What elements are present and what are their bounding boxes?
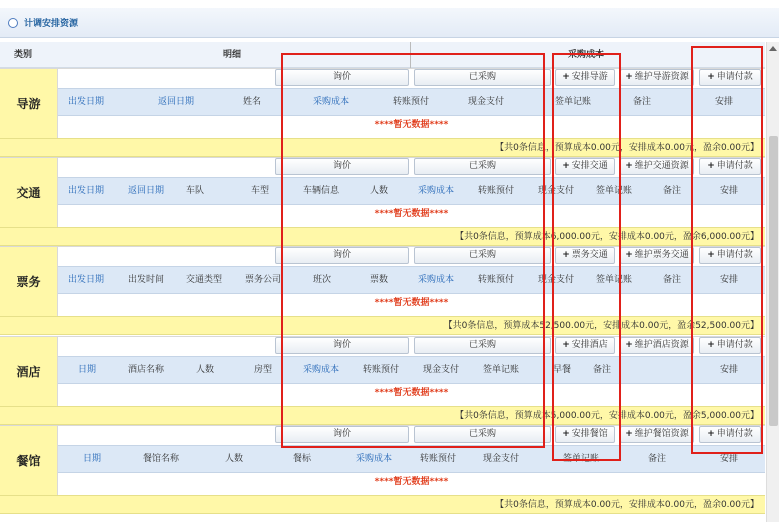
column-header: 备注 [633, 97, 652, 107]
column-header: 安排 [720, 454, 739, 464]
purchased-button[interactable]: 已采购 [414, 69, 551, 86]
table-header [58, 88, 765, 116]
column-header: 采购成本 [418, 275, 455, 285]
column-header-bar [0, 42, 765, 68]
vertical-scrollbar[interactable] [766, 42, 779, 522]
column-header: 签单记账 [596, 275, 633, 285]
column-header: 采购成本 [303, 365, 340, 375]
column-header: 出发时间 [128, 275, 165, 285]
header-cost: 采购成本 [568, 50, 605, 60]
arrange-button[interactable] [555, 247, 615, 264]
maintain-resource-button[interactable] [620, 247, 694, 264]
panel-header [0, 8, 779, 38]
scrollbar-thumb[interactable] [769, 136, 778, 426]
plus-icon: + [625, 429, 633, 439]
column-header: 班次 [313, 275, 332, 285]
plus-icon: + [707, 250, 715, 260]
button-row [58, 336, 765, 356]
header-divider [410, 42, 411, 68]
column-header: 采购成本 [313, 97, 350, 107]
column-header: 车辆信息 [303, 186, 340, 196]
no-data-message: ****暂无数据**** [58, 205, 765, 223]
column-header: 票务公司 [245, 275, 282, 285]
button-row [58, 246, 765, 266]
arrange-button[interactable] [555, 337, 615, 354]
inquiry-button[interactable]: 询价 [275, 69, 409, 86]
plus-icon: + [562, 72, 570, 82]
arrange-button[interactable] [555, 426, 615, 443]
plus-icon: + [562, 340, 570, 350]
arrange-button-label: 安排酒店 [571, 340, 608, 350]
section-divider [0, 336, 765, 337]
no-data-message: ****暂无数据**** [58, 384, 765, 402]
plus-icon: + [707, 72, 715, 82]
column-header: 安排 [720, 275, 739, 285]
section-summary: 【共0条信息，预算成本6,000.00元，安排成本0.00元，盈余6,000.00元】 [0, 227, 765, 246]
column-header: 安排 [715, 97, 734, 107]
apply-payment-label: 申请付款 [716, 429, 753, 439]
column-header: 餐馆名称 [143, 454, 180, 464]
apply-payment-button[interactable] [699, 158, 761, 175]
apply-payment-button[interactable] [699, 426, 761, 443]
column-header: 备注 [593, 365, 612, 375]
button-row [58, 425, 765, 445]
section-summary: 【共0条信息，预算成本5,000.00元，安排成本0.00元，盈余5,000.00元】 [0, 406, 765, 425]
maintain-button-label: 维护票务交通 [634, 250, 689, 260]
category-cell: 票务 [0, 246, 58, 316]
column-header: 房型 [254, 365, 273, 375]
column-header: 返回日期 [128, 186, 165, 196]
column-header: 安排 [720, 186, 739, 196]
column-header: 转账预付 [478, 186, 515, 196]
maintain-button-label: 维护导游资源 [634, 72, 689, 82]
no-data-message: ****暂无数据**** [58, 473, 765, 491]
plus-icon: + [707, 161, 715, 171]
apply-payment-button[interactable] [699, 69, 761, 86]
apply-payment-label: 申请付款 [716, 72, 753, 82]
apply-payment-button[interactable] [699, 337, 761, 354]
column-header: 签单记账 [563, 454, 600, 464]
category-cell: 餐馆 [0, 425, 58, 495]
section-divider [0, 246, 765, 247]
button-row [58, 68, 765, 88]
arrange-button[interactable] [555, 69, 615, 86]
column-header: 人数 [370, 186, 389, 196]
column-header: 人数 [196, 365, 215, 375]
arrange-button-label: 安排导游 [571, 72, 608, 82]
column-header: 现金支付 [468, 97, 505, 107]
column-header: 现金支付 [423, 365, 460, 375]
column-header: 出发日期 [68, 97, 105, 107]
column-header: 酒店名称 [128, 365, 165, 375]
plus-icon: + [562, 429, 570, 439]
maintain-resource-button[interactable] [620, 158, 694, 175]
section-summary: 【共0条信息，预算成本52,500.00元，安排成本0.00元，盈余52,500.00元】 [0, 316, 765, 335]
column-header: 交通类型 [186, 275, 223, 285]
circle-icon [8, 18, 18, 28]
column-header: 安排 [720, 365, 739, 375]
no-data-message: ****暂无数据**** [58, 294, 765, 312]
column-header: 转账预付 [393, 97, 430, 107]
column-header: 日期 [78, 365, 97, 375]
panel-title: 计调安排资源 [24, 19, 79, 29]
column-header: 人数 [225, 454, 244, 464]
no-data-message: ****暂无数据**** [58, 116, 765, 134]
plus-icon: + [625, 161, 633, 171]
purchased-button[interactable]: 已采购 [414, 247, 551, 264]
column-header: 餐标 [293, 454, 312, 464]
plus-icon: + [625, 250, 633, 260]
plus-icon: + [707, 429, 715, 439]
apply-payment-label: 申请付款 [716, 161, 753, 171]
section-divider [0, 68, 765, 69]
maintain-button-label: 维护餐馆资源 [634, 429, 689, 439]
column-header: 签单记账 [555, 97, 592, 107]
apply-payment-button[interactable] [699, 247, 761, 264]
maintain-resource-button[interactable] [620, 426, 694, 443]
column-header: 出发日期 [68, 186, 105, 196]
column-header: 现金支付 [483, 454, 520, 464]
table-header [58, 445, 765, 473]
column-header: 备注 [663, 186, 682, 196]
plus-icon: + [625, 340, 633, 350]
table-header [58, 177, 765, 205]
apply-payment-label: 申请付款 [716, 340, 753, 350]
column-header: 早餐 [553, 365, 572, 375]
apply-payment-label: 申请付款 [716, 250, 753, 260]
arrange-button-label: 安排交通 [571, 161, 608, 171]
category-cell: 导游 [0, 68, 58, 138]
arrange-button[interactable] [555, 158, 615, 175]
header-category: 类别 [14, 50, 33, 60]
section-divider [0, 157, 765, 158]
column-header: 日期 [83, 454, 102, 464]
maintain-button-label: 维护酒店资源 [634, 340, 689, 350]
purchased-button[interactable]: 已采购 [414, 337, 551, 354]
column-header: 采购成本 [356, 454, 393, 464]
column-header: 签单记账 [483, 365, 520, 375]
column-header: 出发日期 [68, 275, 105, 285]
column-header: 签单记账 [596, 186, 633, 196]
section-summary: 【共0条信息，预算成本0.00元，安排成本0.00元，盈余0.00元】 [0, 495, 765, 514]
table-header [58, 266, 765, 294]
column-header: 转账预付 [363, 365, 400, 375]
plus-icon: + [562, 161, 570, 171]
category-cell: 酒店 [0, 336, 58, 406]
table-header [58, 356, 765, 384]
column-header: 车队 [186, 186, 205, 196]
maintain-resource-button[interactable] [620, 337, 694, 354]
category-cell: 交通 [0, 157, 58, 227]
section-summary: 【共0条信息，预算成本0.00元，安排成本0.00元，盈余0.00元】 [0, 138, 765, 157]
inquiry-button[interactable]: 询价 [275, 426, 409, 443]
maintain-resource-button[interactable] [620, 69, 694, 86]
inquiry-button[interactable]: 询价 [275, 337, 409, 354]
inquiry-button[interactable]: 询价 [275, 158, 409, 175]
plus-icon: + [707, 340, 715, 350]
column-header: 转账预付 [420, 454, 457, 464]
column-header: 现金支付 [538, 186, 575, 196]
button-row [58, 157, 765, 177]
scroll-up-arrow-icon[interactable] [769, 46, 777, 51]
column-header: 票数 [370, 275, 389, 285]
arrange-button-label: 安排餐馆 [571, 429, 608, 439]
column-header: 车型 [251, 186, 270, 196]
purchased-button[interactable]: 已采购 [414, 426, 551, 443]
plus-icon: + [562, 250, 570, 260]
header-detail: 明细 [223, 50, 242, 60]
column-header: 备注 [663, 275, 682, 285]
inquiry-button[interactable]: 询价 [275, 247, 409, 264]
column-header: 现金支付 [538, 275, 575, 285]
column-header: 返回日期 [158, 97, 195, 107]
column-header: 备注 [648, 454, 667, 464]
column-header: 姓名 [243, 97, 262, 107]
column-header: 转账预付 [478, 275, 515, 285]
column-header: 采购成本 [418, 186, 455, 196]
arrange-button-label: 票务交通 [571, 250, 608, 260]
purchased-button[interactable]: 已采购 [414, 158, 551, 175]
section-divider [0, 425, 765, 426]
maintain-button-label: 维护交通资源 [634, 161, 689, 171]
plus-icon: + [625, 72, 633, 82]
